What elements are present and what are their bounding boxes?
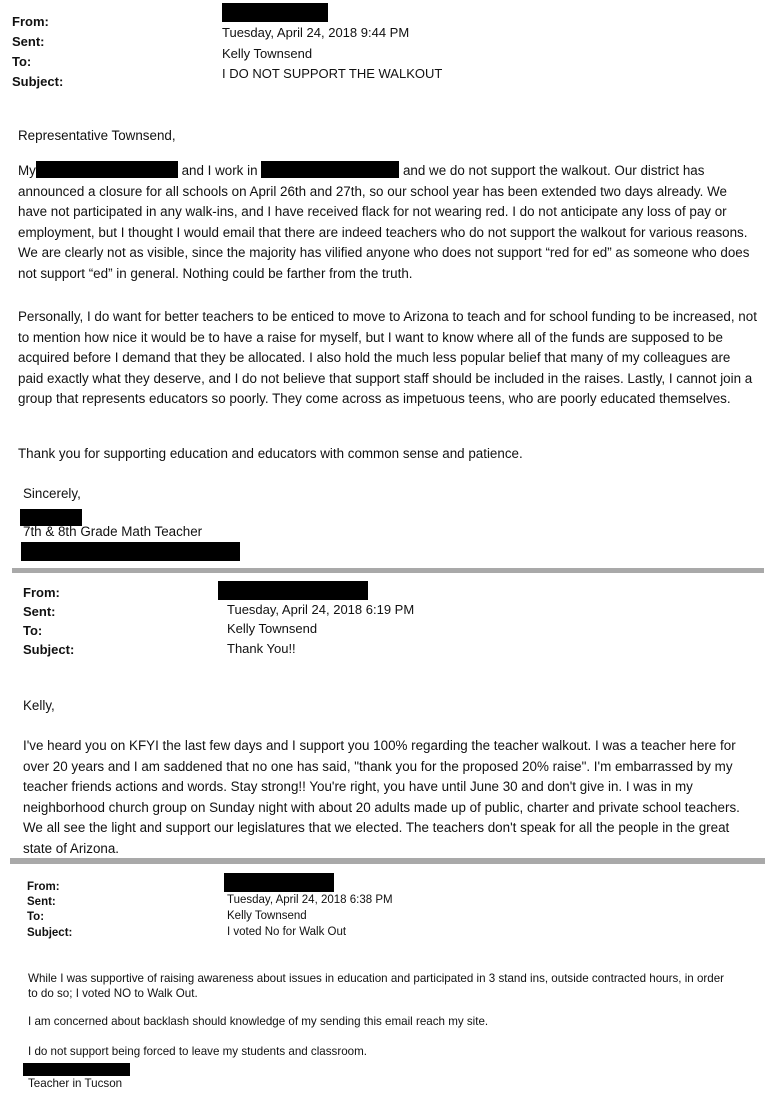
sent-value: Tuesday, April 24, 2018 6:38 PM <box>227 894 393 906</box>
to-label: To: <box>12 54 32 69</box>
body-text: and I work in <box>181 163 258 178</box>
closing: Sincerely, <box>23 486 81 501</box>
to-value: Kelly Townsend <box>227 621 318 636</box>
subject-value: Thank You!! <box>227 641 296 656</box>
body-text: and we do not support the walkout. Our district has announced a closure for all schools on April 26th and 27th, so our school year has been extended two days already. We have not participated in any walk-ins, and I have received flack for not wearing red. I do not anticipate any loss of pay or employment, but I thought I would email that there are indeed teachers who do not support the walkout for various reasons. We are clearly not as visible, since the majority has vilified anyone who does not support “red for ed” as someone who does not support “ed” in general. Nothing could be farther from the truth. <box>18 163 750 281</box>
from-label: From: <box>27 881 60 893</box>
body-paragraph-1: I've heard you on KFYI the last few days and I support you 100% regarding the teacher walkout. I was a teacher here for over 20 years and I am saddened that no one has said, "thank you for the proposed 20% raise". I'm embarrassed by my teacher friends actions and words. Stay strong!! You're right, you have until June 30 and don't give in. I was in my neighborhood church group on Sunday night with about 20 adults made up of public, charter and private school teachers. We all see the light and support our legislatures that we elected. The teachers don't speak for all the people in the great state of Arizona. <box>23 738 740 856</box>
from-label: From: <box>23 585 60 600</box>
redacted-text <box>36 161 178 178</box>
body-paragraph-3: Thank you for supporting education and educators with common sense and patience. <box>18 446 523 461</box>
greeting: Kelly, <box>23 698 55 713</box>
body-paragraph-2: Personally, I do want for better teachers to be enticed to move to Arizona to teach and for school funding to be increased, not to mention how nice it would be to have a raise for myself, but I want to know where all of the funds are supposed to be acquired before I demand that they be allocated. I also hold the much less popular belief that many of my colleagues are paid exactly what they deserve, and I do not believe that support staff should be included in the raises. Lastly, I cannot join a group that represents educators so poorly. They come across as impetuous teens, who are poorly educated themselves. <box>18 309 757 406</box>
redacted-sender <box>224 873 334 892</box>
sent-value: Tuesday, April 24, 2018 9:44 PM <box>222 25 410 40</box>
email-2 <box>0 575 770 858</box>
email-separator <box>12 568 764 573</box>
redacted-sender <box>218 581 368 600</box>
email-3 <box>0 866 770 1100</box>
greeting: Representative Townsend, <box>18 128 176 143</box>
subject-label: Subject: <box>27 927 73 939</box>
subject-value: I DO NOT SUPPORT THE WALKOUT <box>222 66 443 81</box>
to-label: To: <box>23 623 43 638</box>
subject-label: Subject: <box>23 642 75 657</box>
redacted-name <box>23 1063 130 1076</box>
sent-label: Sent: <box>27 896 56 908</box>
body-paragraph-2: I am concerned about backlash should knowledge of my sending this email reach my site. <box>28 1015 489 1028</box>
to-value: Kelly Townsend <box>227 910 307 922</box>
body-paragraph-3: I do not support being forced to leave my students and classroom. <box>28 1045 367 1058</box>
body-paragraph-1: While I was supportive of raising awareness about issues in education and participated in 3 stand ins, outside contracted hours, in order to do so; I voted NO to Walk Out. <box>28 972 725 1000</box>
sent-label: Sent: <box>12 34 45 49</box>
body-paragraph-1 <box>18 161 758 284</box>
to-value: Kelly Townsend <box>222 46 313 61</box>
sent-label: Sent: <box>23 604 56 619</box>
redacted-school <box>21 542 240 561</box>
sent-value: Tuesday, April 24, 2018 6:19 PM <box>227 602 415 617</box>
signature: 7th & 8th Grade Math Teacher <box>23 524 203 539</box>
redacted-text <box>261 161 399 178</box>
subject-label: Subject: <box>12 74 64 89</box>
from-label: From: <box>12 14 49 29</box>
signature: Teacher in Tucson <box>28 1077 123 1090</box>
subject-value: I voted No for Walk Out <box>227 926 347 938</box>
redacted-sender <box>222 3 328 22</box>
body-text: My <box>18 163 36 178</box>
email-separator <box>10 858 765 864</box>
to-label: To: <box>27 911 45 923</box>
